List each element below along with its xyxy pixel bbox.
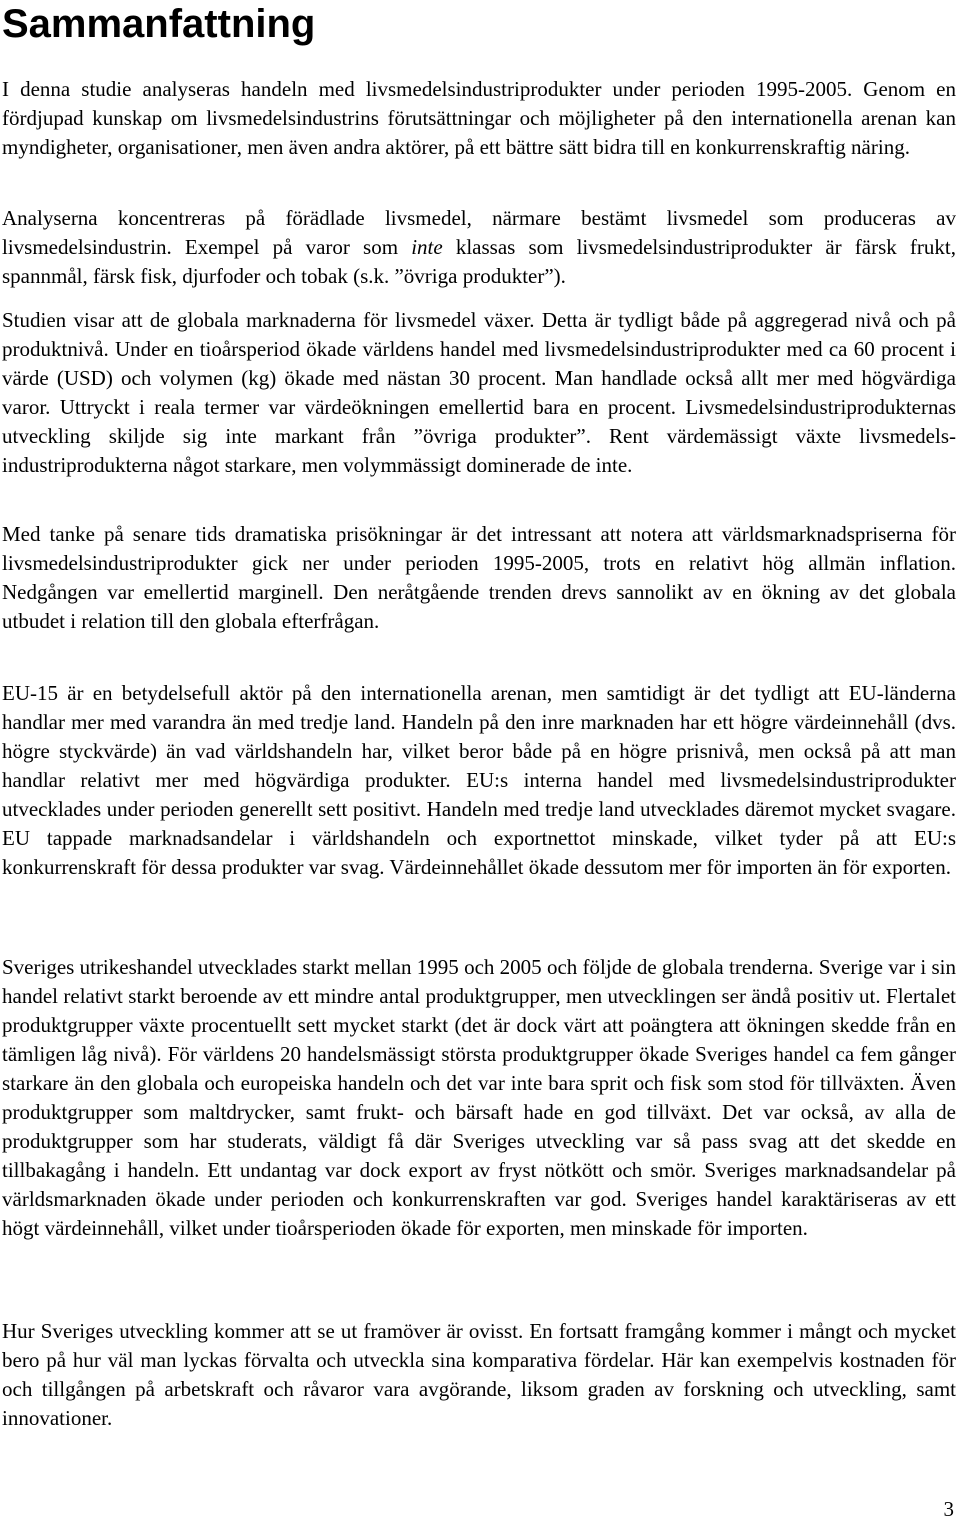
paragraph-eu15: EU-15 är en betydelsefull aktör på den internationella arenan, men samtidigt är det tydligt att EU-länderna handlar mer med varandra än med tredje land. Handeln på den inre marknaden har ett högre värdeinnehåll (dvs. högre styckvärde) än vad världshandeln har, vilket beror både på en högre prisnivå, men också på att man handlar relativt mer med högvärdiga produkter. EU:s interna handel med livsmedelsindustriprodukter utvecklades under perioden generellt sett positivt. Handeln med tredje land utvecklades däremot mycket svagare. EU tappade marknadsandelar i världshandeln och exportnettot minskade, vilket tyder på att EU:s konkurrenskraft för dessa produkter var svag. Värdeinnehållet ökade dessutom mer för importen än för exporten. bbox=[2, 681, 956, 879]
heading-wrap bbox=[2, 0, 315, 46]
paragraph-scope bbox=[2, 204, 956, 291]
paragraph-scope-italic: inte bbox=[411, 235, 443, 259]
paragraph-global-markets: Studien visar att de globala marknaderna för livsmedel växer. Detta är tydligt både på aggregerad nivå och på produktnivå. Under en tioårsperiod ökade världens handel med livsmedelsindustriprodukter med ca 60 procent i värde (USD) och volymen (kg) ökade med nästan 30 procent. Man handlade också allt mer med högvärdiga varor. Uttryckt i reala termer var värdeökningen emellertid bara en procent. Livsmedelsindustriprodukternas utveckling skiljde sig inte markant från ”övriga produkter”. Rent värdemässigt växte livsmedels-industriprodukterna något starkare, men volymmässigt dominerade de inte. bbox=[2, 308, 956, 477]
paragraph-scope-part-2: klassas som livsmedelsindustriprodukter är färsk frukt, spannmål, färsk fisk, djurfoder och tobak (s.k. ”övriga produkter”). bbox=[2, 235, 956, 288]
paragraph-prices: Med tanke på senare tids dramatiska prisökningar är det intressant att notera att världsmarknadspriserna för livsmedelsindustriprodukter gick ner under perioden 1995-2005, trots en relativt hög allmän inflation. Nedgången var emellertid marginell. Den neråtgående trenden drevs sannolikt av en ökning av det globala utbudet i relation till den globala efterfrågan. bbox=[2, 522, 956, 633]
paragraph-scope-part-1: Analyserna koncentreras på förädlade livsmedel, närmare bestämt livsmedel som produceras av livsmedelsindustrin. Exempel på varor som bbox=[2, 206, 956, 259]
paragraph-intro: I denna studie analyseras handeln med livsmedelsindustriprodukter under perioden 1995-2005. Genom en fördjupad kunskap om livsmedelsindustrins förutsättningar och möjligheter på den internationella arenan kan myndigheter, organisationer, men även andra aktörer, på ett bättre sätt bidra till en konkurrenskraftig näring. bbox=[2, 77, 956, 159]
paragraph-outlook: Hur Sveriges utveckling kommer att se ut framöver är ovisst. En fortsatt framgång kommer i mångt och mycket bero på hur väl man lyckas förvalta och utveckla sina komparativa fördelar. Här kan exempelvis kostnaden för och tillgången på arbetskraft och råvaror vara avgörande, liksom graden av forskning och utveckling, samt innovationer. bbox=[2, 1319, 956, 1430]
paragraph-sweden: Sveriges utrikeshandel utvecklades starkt mellan 1995 och 2005 och följde de globala trenderna. Sverige var i sin handel relativt starkt beroende av ett mindre antal produktgrupper, men utvecklingen ser ändå positiv ut. Flertalet produktgrupper växte procentuellt sett mycket starkt (det är dock värt att poängtera att ökningen skedde från en tämligen låg nivå). För världens 20 handelsmässigt största produktgrupper ökade Sveriges handel ca fem gånger starkare än den globala och europeiska handeln och det var inte bara sprit och fisk som stod för tillväxten. Även produktgrupper som maltdrycker, samt frukt- och bärsaft hade en god tillväxt. Det var också, av alla de produktgrupper som har studerats, väldigt få där Sveriges utveckling var så pass svag att det skedde en tillbakagång i handeln. Ett undantag var dock export av fryst nötkött och smör. Sveriges marknadsandelar på världsmarknaden ökade under perioden och konkurrenskraften var god. Sveriges handel karaktäriseras av ett högt värdeinnehåll, vilket under tioårsperioden ökade för exporten, men minskade för importen. bbox=[2, 955, 956, 1240]
page-number: 3 bbox=[943, 1497, 954, 1521]
page-title: Sammanfattning bbox=[2, 2, 316, 46]
